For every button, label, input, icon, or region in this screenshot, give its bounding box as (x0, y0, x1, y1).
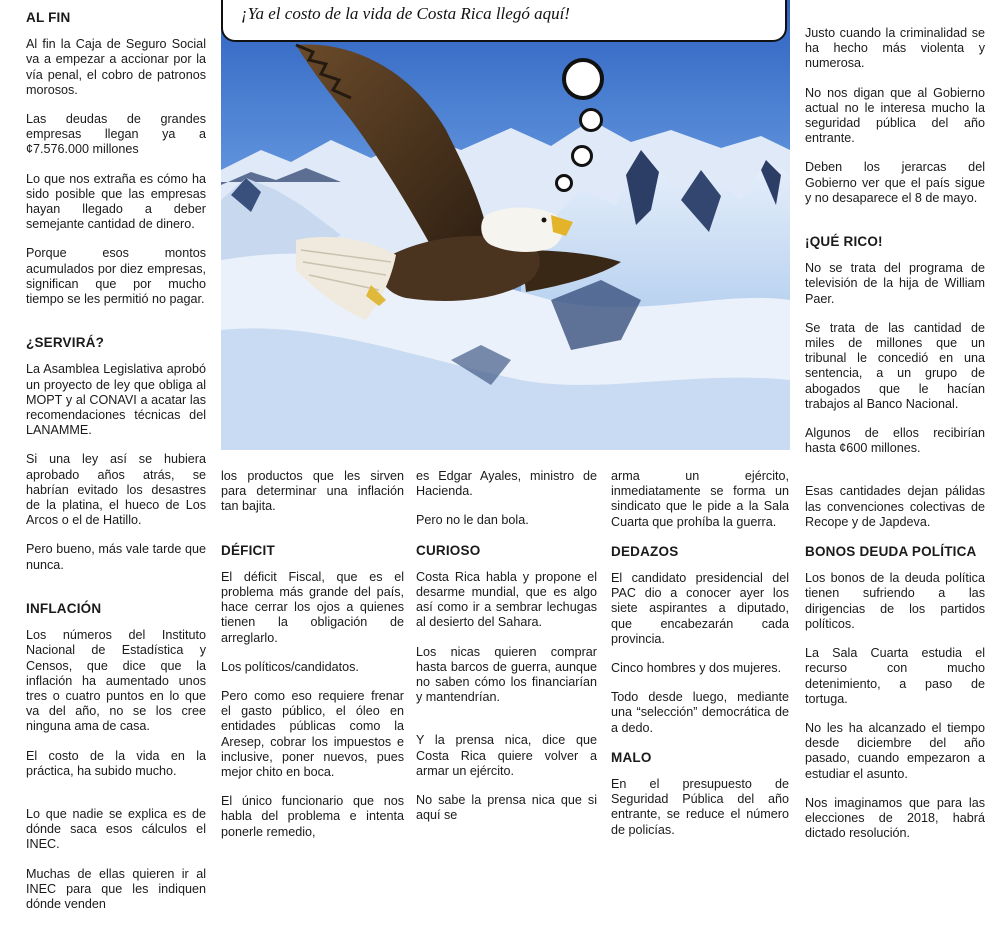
thought-dot (571, 145, 593, 167)
paragraph: es Edgar Ayales, ministro de Hacienda. (416, 469, 597, 499)
heading-inflacion: INFLACIÓN (26, 600, 102, 616)
thought-dot (555, 174, 573, 192)
bubble-text: ¡Ya el costo de la vida de Costa Rica llegó aquí! (241, 4, 570, 23)
column-3 (416, 469, 597, 837)
paragraph: Lo que nadie se explica es de dónde saca esos cálculos el INEC. (26, 806, 206, 852)
paragraph: Justo cuando la criminalidad se ha hecho más violenta y numerosa. (805, 26, 985, 71)
heading-malo: MALO (611, 749, 652, 765)
paragraph: Pero no le dan bola. (416, 513, 529, 528)
thought-dot (579, 108, 603, 132)
paragraph: No nos digan que al Gobierno actual no le interesa mucho la seguridad pública del año entrante. (805, 85, 985, 146)
thought-dot (562, 58, 604, 100)
paragraph: Los nicas quieren comprar hasta barcos de guerra, aunque no saben cómo los financiarían y mantendrían. (416, 644, 597, 705)
paragraph: La Sala Cuarta estudia el recurso con mucho detenimiento, a paso de tortuga. (805, 646, 985, 706)
heading-dedazos: DEDAZOS (611, 543, 679, 559)
heading-deficit: DÉFICIT (221, 542, 275, 558)
heading-que-rico: ¡QUÉ RICO! (805, 234, 883, 250)
paragraph: No sabe la prensa nica que si aquí se (416, 793, 597, 823)
column-4 (611, 469, 789, 852)
paragraph: Y la prensa nica, dice que Costa Rica quiere volver a armar un ejército. (416, 733, 597, 778)
paragraph: El único funcionario que nos habla del problema e intenta ponerle remedio, (221, 794, 404, 839)
paragraph: Pero bueno, más vale tarde que nunca. (26, 542, 206, 572)
paragraph: Los números del Instituto Nacional de Estadística y Censos, que dice que la inflación ha aumentado unos tres o cuatro puntos en lo que va del año, no se los cree ninguna ama de casa. (26, 628, 206, 734)
paragraph: Nos imaginamos que para las elecciones de 2018, habrá dictado resolución. (805, 795, 985, 841)
eagle-mountain-photo (221, 0, 790, 450)
paragraph: Las deudas de grandes empresas llegan ya a ¢7.576.000 millones (26, 112, 206, 157)
thought-bubble (221, 0, 787, 42)
column-2 (221, 469, 404, 854)
heading-servira: ¿SERVIRÁ? (26, 335, 105, 351)
heading-al-fin: AL FIN (26, 10, 71, 25)
paragraph: Muchas de ellas quieren ir al INEC para que les indiquen dónde venden (26, 866, 206, 911)
heading-curioso: CURIOSO (416, 542, 481, 558)
column-5 (805, 26, 985, 855)
paragraph: El déficit Fiscal, que es el problema más grande del país, hace cerrar los ojos a quienes tienen la obligación de arreglarlo. (221, 569, 404, 645)
paragraph: los productos que les sirven para determinar una inflación tan bajita. (221, 469, 404, 514)
paragraph: La Asamblea Legislativa aprobó un proyecto de ley que obliga al MOPT y al CONAVI a acatar las recomendaciones técnicas del LANAMME. (26, 362, 206, 438)
paragraph: Todo desde luego, mediante una “selección” democrática de a dedo. (611, 690, 789, 735)
paragraph: El candidato presidencial del PAC dio a conocer ayer los siete aspirantes a diputado, que encabezarán cada provincia. (611, 571, 789, 646)
paragraph: Deben los jerarcas del Gobierno ver que el país sigue y no desaparece el 8 de mayo. (805, 160, 985, 205)
paragraph: Pero como eso requiere frenar el gasto público, el óleo en entidades públicas como la Aresep, cobrar los impuestos e inclusive, poner nuevos, pues mejor chito en boca. (221, 689, 404, 780)
paragraph: arma un ejército, inmediatamente se forma un sindicato que le pide a la Sala Cuarta que prohíba la guerra. (611, 469, 789, 529)
paragraph: Los políticos/candidatos. (221, 659, 359, 674)
paragraph: Si una ley así se hubiera aprobado años atrás, se habrían evitado los desastres de la platina, el hueco de Los Arcos o el de Hatillo. (26, 452, 206, 528)
paragraph: Esas cantidades dejan pálidas las convenciones colectivas de Recope y de Japdeva. (805, 484, 985, 529)
paragraph: Los bonos de la deuda política tienen sufriendo a las dirigencias de los partidos políticos. (805, 571, 985, 631)
paragraph: Se trata de las cantidad de miles de millones que un tribunal le concedió en una sentencia, a un grupo de abogados que le hacían trabajos al Banco Nacional. (805, 320, 985, 411)
paragraph: El costo de la vida en la práctica, ha subido mucho. (26, 748, 206, 778)
paragraph: Lo que nos extraña es cómo ha sido posible que las empresas hayan llegado a deber semejante cantidad de dinero. (26, 171, 206, 232)
paragraph: Porque esos montos acumulados por diez empresas, significan que por mucho tiempo se les permitió no pagar. (26, 246, 206, 307)
paragraph: Algunos de ellos recibirían hasta ¢600 millones. (805, 426, 985, 456)
heading-bonos-deuda-politica: BONOS DEUDA POLÍTICA (805, 544, 977, 560)
paragraph: En el presupuesto de Seguridad Pública del año entrante, se reduce el número de policías. (611, 777, 789, 837)
column-1 (26, 10, 206, 926)
paragraph: Costa Rica habla y propone el desarme mundial, que es algo así como ir a sembrar lechugas al desierto del Sahara. (416, 569, 597, 630)
paragraph: Al fin la Caja de Seguro Social va a empezar a accionar por la vía penal, el cobro de patronos morosos. (26, 37, 206, 97)
paragraph: No les ha alcanzado el tiempo desde diciembre del año pasado, cuando empezaron a estudiar el asunto. (805, 720, 985, 781)
paragraph: Cinco hombres y dos mujeres. (611, 661, 782, 676)
paragraph: No se trata del programa de televisión de la hija de William Paer. (805, 261, 985, 306)
